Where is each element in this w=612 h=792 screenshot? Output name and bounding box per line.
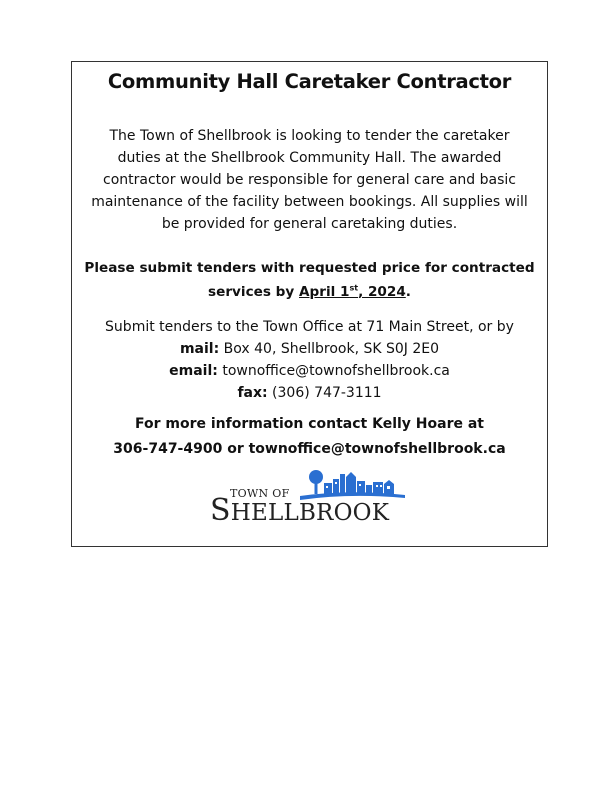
intro-line: maintenance of the facility between bookings. All supplies will [91, 194, 528, 210]
tender-notice [71, 61, 548, 547]
deadline-date-suffix: st [349, 283, 359, 293]
contact-line-2: 306-747-4900 or townoffice@townofshellbrook.ca [113, 441, 506, 457]
submit-line-1: Submit tenders to the Town Office at 71 Main Street, or by [105, 319, 514, 335]
fax-line [78, 382, 541, 404]
mail-label: mail: [179, 341, 220, 357]
email-line [78, 360, 541, 382]
contact-line-1: For more information contact Kelly Hoare at [134, 416, 484, 432]
fax-label: fax: [237, 385, 268, 401]
logo-initial: S [210, 493, 231, 528]
deadline-date-main: April 1 [299, 284, 350, 300]
email-label: email: [169, 363, 218, 379]
town-logo [210, 467, 410, 528]
submit-paragraph [78, 316, 541, 404]
logo-wordmark [210, 493, 389, 528]
logo-name: HELLBROOK [230, 500, 390, 526]
contact-paragraph [76, 412, 543, 462]
mail-value: Box 40, Shellbrook, SK S0J 2E0 [219, 341, 440, 357]
intro-line: contractor would be responsible for general care and basic [103, 172, 516, 188]
deadline-date [299, 284, 406, 300]
logo-town-of: TOWN OF [230, 487, 290, 500]
fax-value: (306) 747-3111 [267, 385, 382, 401]
intro-line: duties at the Shellbrook Community Hall. The awarded [117, 150, 502, 166]
intro-line: be provided for general caretaking duties. [161, 216, 458, 232]
intro-line: The Town of Shellbrook is looking to tender the caretaker [109, 128, 510, 144]
email-value[interactable]: townoffice@townofshellbrook.ca [217, 363, 450, 379]
deadline-paragraph [78, 256, 541, 304]
deadline-line-1: Please submit tenders with requested price for contracted [84, 260, 535, 276]
intro-paragraph [82, 125, 537, 235]
deadline-prefix: services by [208, 284, 299, 300]
deadline-end: . [405, 284, 411, 300]
notice-title: Community Hall Caretaker Contractor [107, 70, 512, 93]
deadline-line-2 [78, 280, 541, 304]
mail-line [78, 338, 541, 360]
deadline-date-year: , 2024 [358, 284, 406, 300]
